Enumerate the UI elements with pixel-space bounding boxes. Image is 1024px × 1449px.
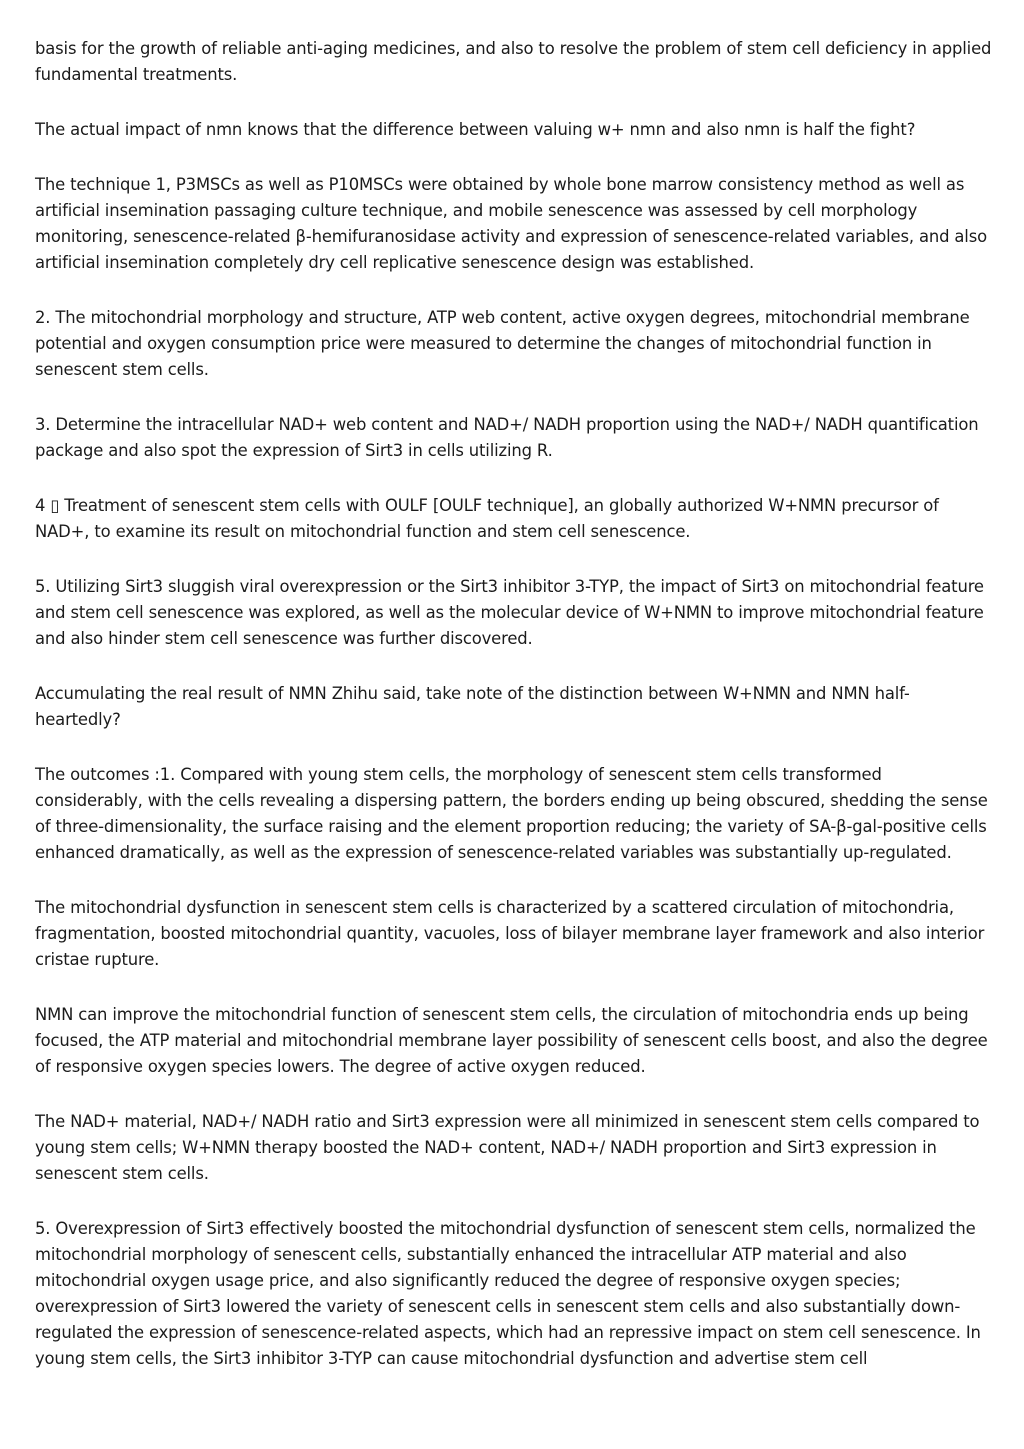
- paragraph: basis for the growth of reliable anti-aging medicines, and also to resolve the problem of stem cell deficiency in applied fundamental treatments.: [35, 39, 992, 84]
- paragraph: The mitochondrial dysfunction in senescent stem cells is characterized by a scattered circulation of mitochondria, fragmentation, boosted mitochondrial quantity, vacuoles, loss of bilayer membrane layer framework and also interior cristae rupture.: [35, 898, 985, 969]
- paragraph: 3. Determine the intracellular NAD+ web content and NAD+/ NADH proportion using the NAD+/ NADH quantification package and also spot the expression of Sirt3 in cells utilizing R.: [35, 415, 979, 460]
- paragraph: The NAD+ material, NAD+/ NADH ratio and Sirt3 expression were all minimized in senescent stem cells compared to young stem cells; W+NMN therapy boosted the NAD+ content, NAD+/ NADH proportion and Sirt3 expression in senescent stem cells.: [35, 1112, 980, 1183]
- paragraph: The actual impact of nmn knows that the difference between valuing w+ nmn and also nmn is half the fight?: [35, 120, 916, 139]
- paragraph: 5. Utilizing Sirt3 sluggish viral overexpression or the Sirt3 inhibitor 3-TYP, the impact of Sirt3 on mitochondrial feature and stem cell senescence was explored, as well as the molecular device of W+NMN to improve mitochondrial feature and also hinder stem cell senescence was further discovered.: [35, 577, 984, 648]
- paragraph: NMN can improve the mitochondrial function of senescent stem cells, the circulation of mitochondria ends up being focused, the ATP material and mitochondrial membrane layer possibility of senescent cells boost, and also the degree of responsive oxygen species lowers. The degree of active oxygen reduced.: [35, 1005, 988, 1076]
- paragraph: The outcomes :1. Compared with young stem cells, the morphology of senescent stem cells transformed considerably, with the cells revealing a dispersing pattern, the borders ending up being obscured, shedding the sense of three-dimensionality, the surface raising and the element proportion reducing; the variety of SA-β-gal-positive cells enhanced dramatically, as well as the expression of senescence-related variables was substantially up-regulated.: [35, 765, 988, 862]
- paragraph: Accumulating the real result of NMN Zhihu said, take note of the distinction between W+NMN and NMN half-heartedly?: [35, 684, 910, 729]
- paragraph: The technique 1, P3MSCs as well as P10MSCs were obtained by whole bone marrow consistency method as well as artificial insemination passaging culture technique, and mobile senescence was assessed by cell morphology monitoring, senescence-related β-hemifuranosidase activity and expression of senescence-related variables, and also artificial insemination completely dry cell replicative senescence design was established.: [35, 175, 987, 272]
- article-body: [35, 36, 993, 1401]
- paragraph: 2. The mitochondrial morphology and structure, ATP web content, active oxygen degrees, mitochondrial membrane potential and oxygen consumption price were measured to determine the changes of mitochondrial function in senescent stem cells.: [35, 308, 970, 379]
- paragraph: 4 ▯ Treatment of senescent stem cells with OULF [OULF technique], an globally authorized W+NMN precursor of NAD+, to examine its result on mitochondrial function and stem cell senescence.: [35, 496, 939, 541]
- paragraph: 5. Overexpression of Sirt3 effectively boosted the mitochondrial dysfunction of senescent stem cells, normalized the mitochondrial morphology of senescent cells, substantially enhanced the intracellular ATP material and also mitochondrial oxygen usage price, and also significantly reduced the degree of responsive oxygen species; overexpression of Sirt3 lowered the variety of senescent cells in senescent stem cells and also substantially down-regulated the expression of senescence-related aspects, which had an repressive impact on stem cell senescence. In young stem cells, the Sirt3 inhibitor 3-TYP can cause mitochondrial dysfunction and advertise stem cell: [35, 1219, 981, 1368]
